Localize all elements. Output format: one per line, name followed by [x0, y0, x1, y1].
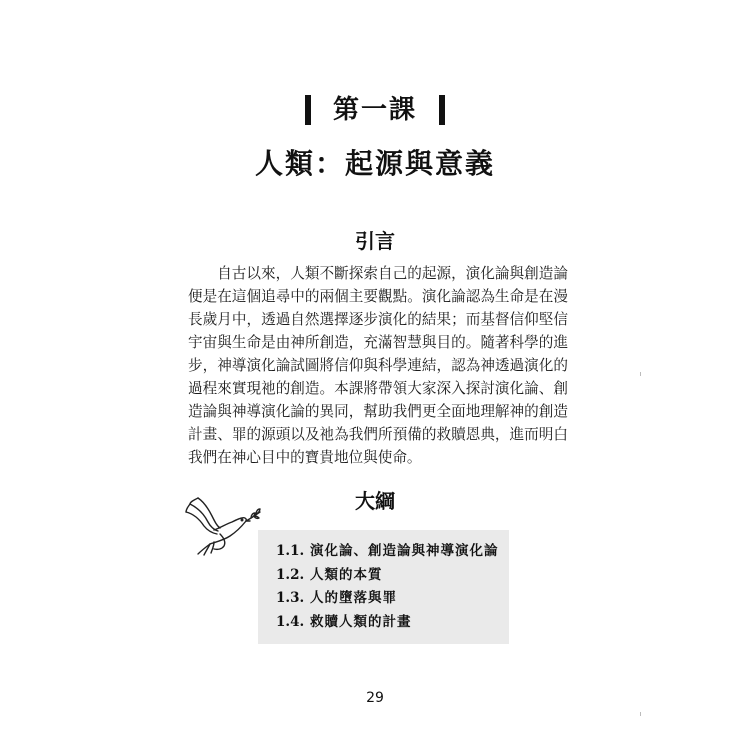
list-item: [276, 587, 509, 611]
chapter-title: 人類：起源與意義: [254, 147, 495, 180]
intro-heading: 引言: [355, 229, 395, 253]
lesson-label: 第一課: [332, 95, 417, 125]
right-bar-decoration: [439, 95, 445, 125]
list-item: [276, 540, 509, 564]
list-item: [276, 564, 509, 588]
lesson-header: [0, 92, 750, 128]
left-bar-decoration: [305, 95, 311, 125]
outline-item-number: 1.2.: [276, 566, 305, 583]
outline-heading: 大綱: [355, 489, 395, 513]
outline-list: [258, 530, 509, 644]
list-item: [276, 611, 509, 635]
intro-paragraph: 自古以來，人類不斷探索自己的起源，演化論與創造論便是在這個追尋中的兩個主要觀點。演化論認為生命是在漫長歲月中，透過自然選擇逐步演化的結果；而基督信仰堅信宇宙與生命是由神所創造，充滿智慧與目的。隨著科學的進步，神導演化論試圖將信仰與科學連結，認為神透過演化的過程來實現祂的創造。本課將帶領大家深入探討演化論、創造論與神導演化論的異同，幫助我們更全面地理解神的創造計畫、罪的源頭以及祂為我們所預備的救贖恩典，進而明白我們在神心目中的寶貴地位與使命。: [188, 265, 568, 466]
outline-item-text: 演化論、創造論與神導演化論: [310, 543, 499, 559]
outline-item-number: 1.1.: [276, 543, 305, 559]
scan-speck: [640, 712, 641, 716]
scan-speck: [640, 372, 641, 376]
outline-item-number: 1.4.: [276, 613, 305, 630]
dove-icon: [184, 494, 262, 556]
outline-item-number: 1.3.: [276, 590, 305, 606]
outline-item-text: 人類的本質: [310, 566, 383, 583]
page-number: 29: [366, 690, 384, 706]
outline-item-text: 救贖人類的計畫: [310, 613, 412, 630]
outline-item-text: 人的墮落與罪: [310, 590, 397, 606]
